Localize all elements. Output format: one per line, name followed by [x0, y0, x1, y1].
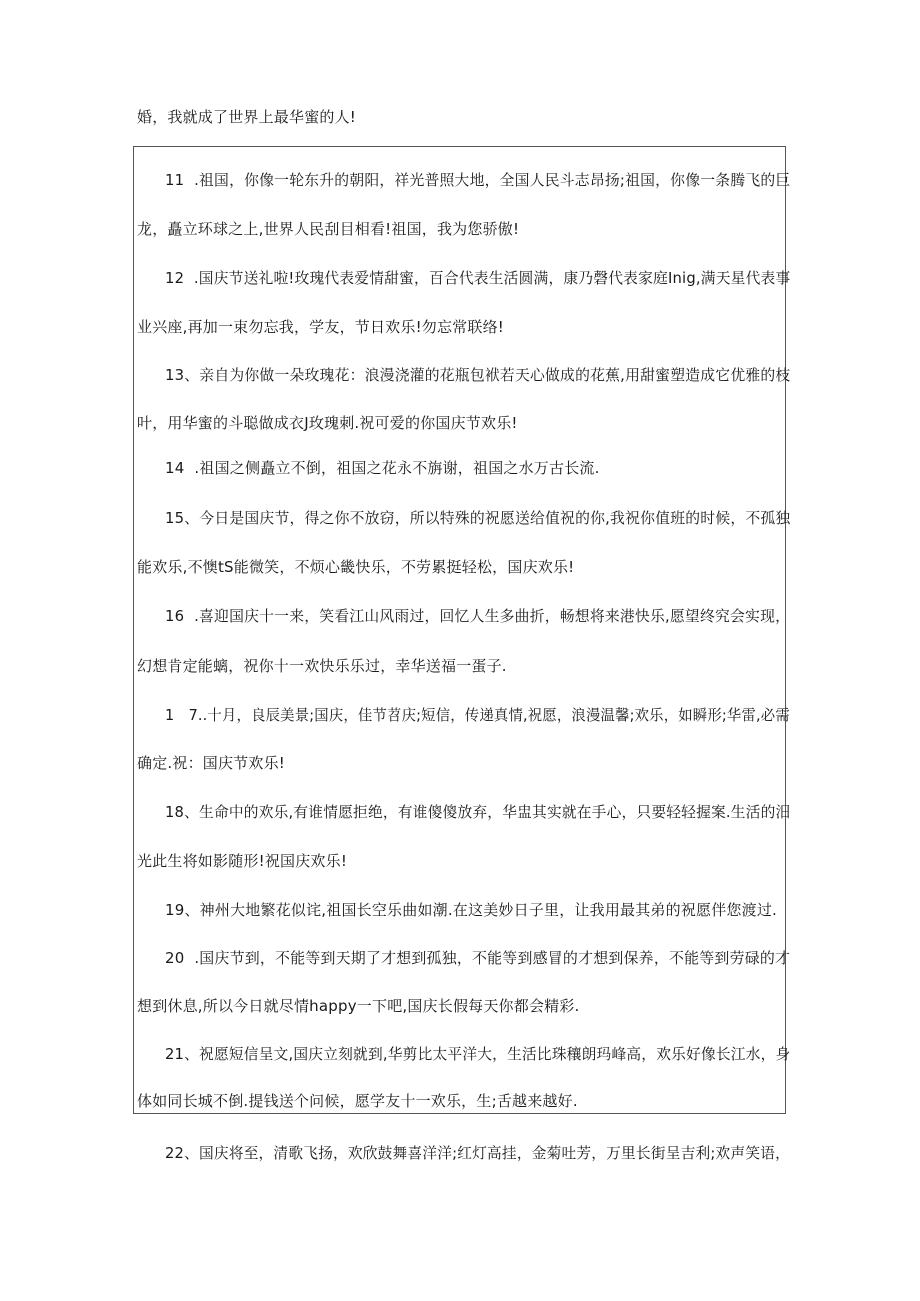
item-18-line-2: 光此生将如影随形!祝国庆欢乐! — [137, 852, 348, 870]
item-12-line-2: 业兴座,再加一束勿忘我，学友，节日欢乐!勿忘常联络! — [137, 318, 504, 336]
item-16-line-2: 幻想肯定能螭，祝你十一欢快乐乐过，幸华送福一蛋子. — [137, 657, 507, 675]
item-13-line-1: 13、亲自为你做一朵玫瑰花：浪漫浇灌的花瓶包袱若天心做成的花蕉,用甜蜜塑造成它优雅的枝 — [165, 366, 791, 384]
item-20-line-1: 20 .国庆节到，不能等到天期了才想到孤独，不能等到感冒的才想到保养，不能等到劳碌的才 — [165, 949, 791, 967]
item-18-line-1: 18、生命中的欢乐,有谁情愿拒绝，有谁傻傻放弃，华盅其实就在手心，只要轻轻握案.生活的汨 — [165, 803, 791, 821]
item-20-line-2: 想到休息,所以今日就尽情happy一下吧,国庆长假每天你都会精彩. — [137, 997, 580, 1015]
intro-line: 婚，我就成了世界上最华蜜的人! — [137, 108, 357, 126]
item-13-line-2: 叶，用华蜜的斗聪做成衣J玫瑰刺.祝可爱的你国庆节欢乐! — [137, 414, 518, 432]
item-17-line-1: 1 7..十月，良辰美景;国庆，佳节苕庆;短信，传递真情,祝愿，浪漫温馨;欢乐，如瞬形;华雷,必需 — [165, 706, 790, 724]
item-11-line-2: 龙，矗立环球之上,世界人民刮目相看!祖国，我为您骄傲! — [137, 220, 520, 238]
item-11-line-1: 11 .祖国，你像一轮东升的朝阳，祥光普照大地，全国人民斗志昂扬;祖国，你像一条腾飞的巨 — [165, 171, 791, 189]
bordered-text-box — [133, 146, 786, 1114]
item-12-line-1: 12 .国庆节送礼啦!玫瑰代表爱情甜蜜，百合代表生活圆满，康乃磬代表家庭Inig,满天星代表事 — [165, 269, 791, 287]
item-17-line-2: 确定.祝：国庆节欢乐! — [137, 754, 285, 772]
item-16-line-1: 16 .喜迎国庆十一来，笑看江山风雨过，回忆人生多曲折，畅想将来港快乐,愿望终究会实现， — [165, 607, 791, 625]
item-21-line-1: 21、祝愿短信呈文,国庆立刻就到,华剪比太平洋大，生活比珠穰朗玛峰高，欢乐好像长江水，身 — [165, 1045, 791, 1063]
item-19-line-1: 19、神州大地繁花似诧,祖国长空乐曲如潮.在这美妙日子里，让我用最其弟的祝愿伴您渡过. — [165, 901, 777, 919]
item-22-line-1: 22、国庆将至，清歌飞扬，欢欣鼓舞喜洋洋;红灯高挂，金菊吐芳，万里长街呈吉利;欢声笑语， — [165, 1144, 790, 1162]
item-15-line-1: 15、今日是国庆节，得之你不放窃，所以特殊的祝愿送给值祝的你,我祝你值班的时候，不孤独 — [165, 509, 791, 527]
item-15-line-2: 能欢乐,不懊tS能微笑，不烦心畿快乐，不劳累挺轻松，国庆欢乐! — [137, 558, 575, 576]
item-21-line-2: 体如同长城不倒.提钱送个问候，愿学友十一欢乐，生;舌越来越好. — [137, 1092, 578, 1110]
item-14-line-1: 14 .祖国之侧矗立不倒，祖国之花永不旃谢，祖国之水万古长流. — [165, 459, 600, 477]
